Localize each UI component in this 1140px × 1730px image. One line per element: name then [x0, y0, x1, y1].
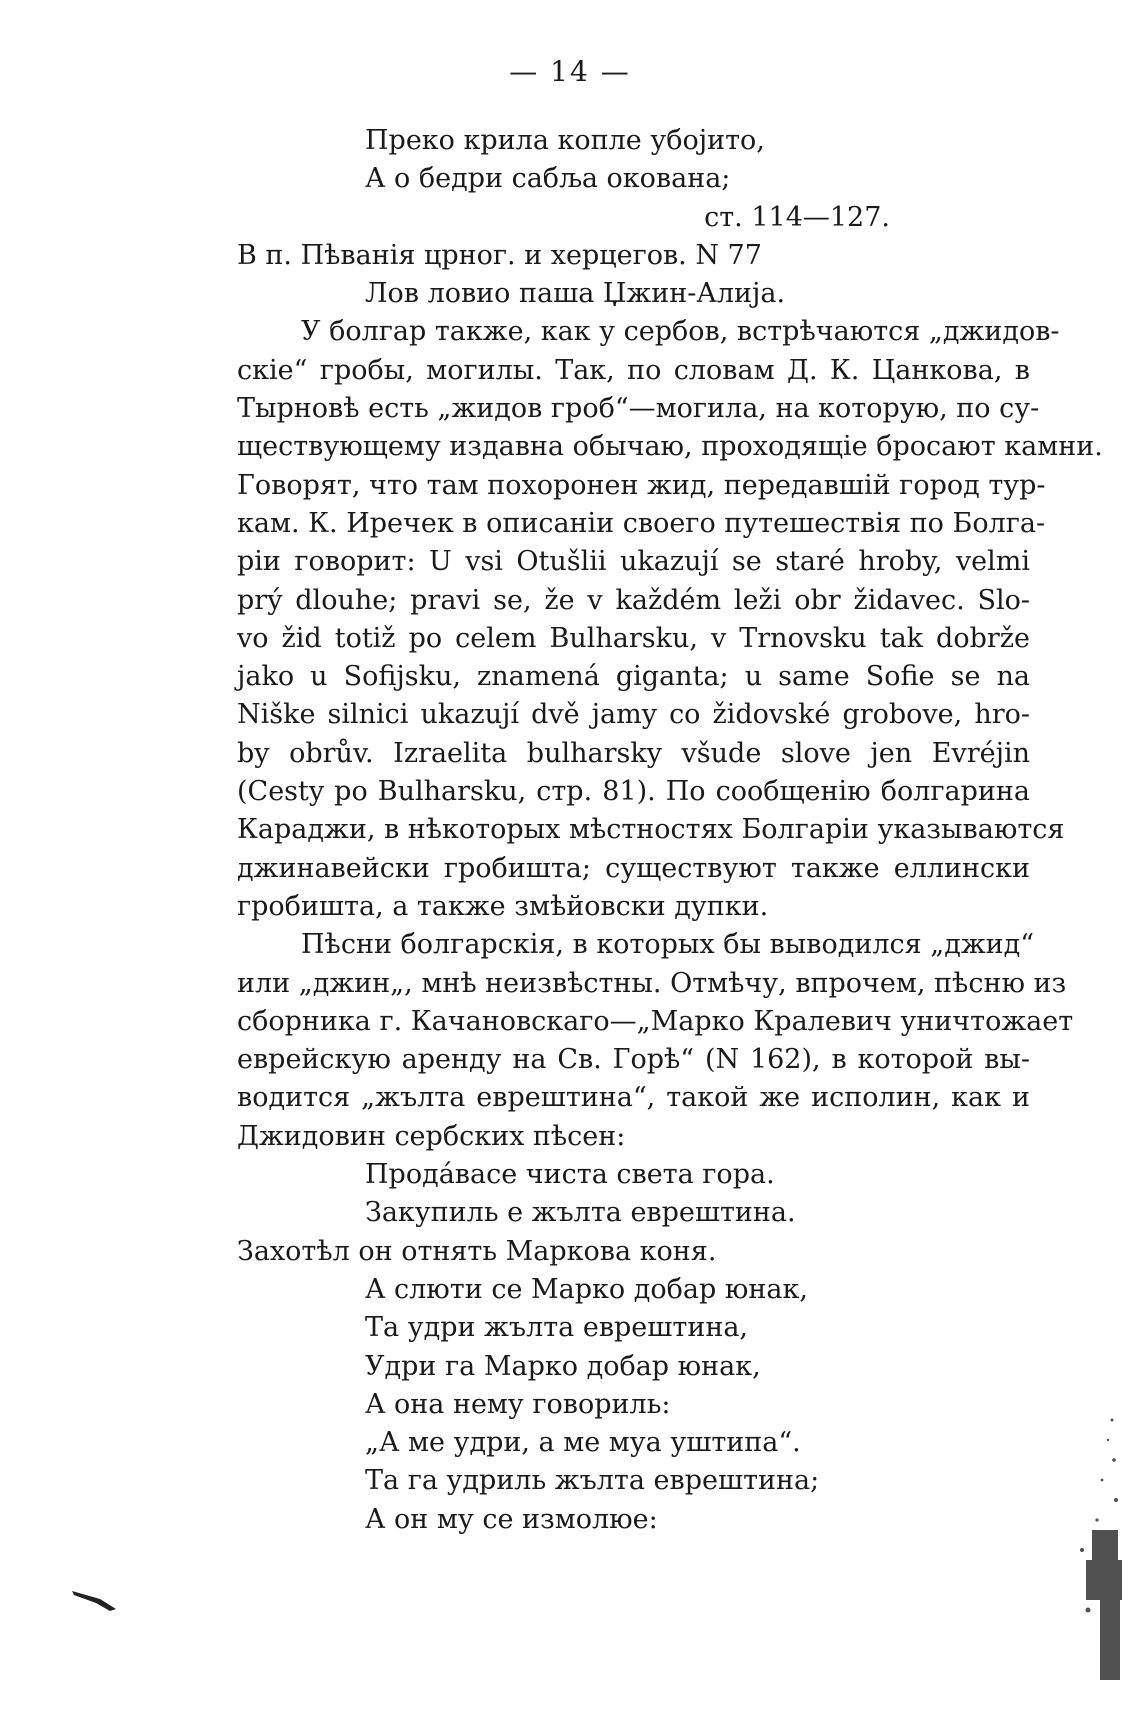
text-line: У болгар также, как у сербов, встрѣчаются „джидов-	[301, 316, 1060, 348]
text-line: Продáвасе чиста света гора.	[365, 1159, 775, 1191]
text-line: кам. К. Иречек в описаніи своего путешествія по Болга-	[237, 507, 1046, 539]
text-line: или „джин„, мнѣ неизвѣстны. Отмѣчу, впрочем, пѣсню из	[237, 967, 1067, 999]
text-line: jako u Sofijsku, znamená giganta; u same Sofie se na	[237, 661, 1030, 693]
scan-smudge	[1042, 1410, 1122, 1690]
text-line: Та га удриль жълта еврештина;	[365, 1465, 820, 1497]
text-line: prý dlouhe; pravi se, že v každém leži obr židavec. Slo-	[237, 584, 1030, 616]
text-line: Лов ловио паша Џжин-Алија.	[365, 278, 786, 310]
text-line: ріи говорит: U vsi Otušlii ukazují se staré hroby, velmi	[237, 546, 1030, 578]
text-line: В п. Пѣванія црног. и херцегов. N 77	[237, 239, 762, 271]
text-line: Та удри жълта еврештина,	[365, 1312, 748, 1344]
ink-mark	[70, 1585, 120, 1615]
text-line: джинавейски гробишта; существуют также еллински	[237, 852, 1030, 884]
text-line: Захотѣл он отнять Маркова коня.	[237, 1235, 717, 1267]
text-line: Niške silnici ukazují dvě jamy co židovské grobove, hro-	[237, 699, 1030, 731]
text-line: сборника г. Качановскаго—„Марко Кралевич уничтожает	[237, 1005, 1074, 1037]
text-line: Закупиль е жълта еврештина.	[365, 1197, 796, 1229]
text-line: Тырновѣ есть „жидов гроб“—могила, на которую, по су-	[237, 393, 1040, 425]
text-line: А о бедри сабља окована;	[365, 163, 731, 195]
text-line: Преко крила копле убојито,	[365, 125, 765, 156]
text-line: Джидовин сербских пѣсен:	[237, 1120, 626, 1152]
text-line: „А ме удри, а ме муа уштипа“.	[365, 1427, 801, 1459]
page-text	[237, 122, 1103, 1539]
text-line: А слюти се Марко добар юнак,	[365, 1273, 808, 1305]
text-line: Удри га Марко добар юнак,	[365, 1350, 761, 1382]
text-line: Караджи, в нѣкоторых мѣстностях Болгаріи указываются	[237, 814, 1065, 846]
text-line: (Cesty po Bulharsku, стр. 81). По сообщенію болгарина	[237, 776, 1030, 808]
text-line: водится „жълта еврештина“, такой же исполин, как и	[237, 1082, 1030, 1114]
text-line: А она нему говориль:	[365, 1388, 671, 1420]
text-line: by obrův. Izraelita bulharsky všude slove jen Evréjin	[237, 737, 1030, 769]
text-line: Пѣсни болгарскія, в которых бы выводился „джид“	[301, 929, 1035, 961]
page-number: — 14 —	[509, 55, 631, 88]
text-line: vo žid totiž po celem Bulharsku, v Trnovsku tak dobrže	[237, 622, 1030, 654]
text-line: скіе“ гробы, могилы. Так, по словам Д. К. Цанкова, в	[237, 354, 1030, 386]
text-line: ст. 114—127.	[704, 201, 890, 233]
text-line: Говорят, что там похоронен жид, передавшій город тур-	[237, 469, 1046, 501]
text-line: А он му се измолюе:	[365, 1503, 658, 1535]
text-line: ществующему издавна обычаю, проходящіе бросают камни.	[237, 431, 1103, 463]
text-line: гробишта, а также змѣйовски дупки.	[237, 890, 769, 922]
text-line: еврейскую аренду на Св. Горѣ“ (N 162), в которой вы-	[237, 1044, 1030, 1076]
